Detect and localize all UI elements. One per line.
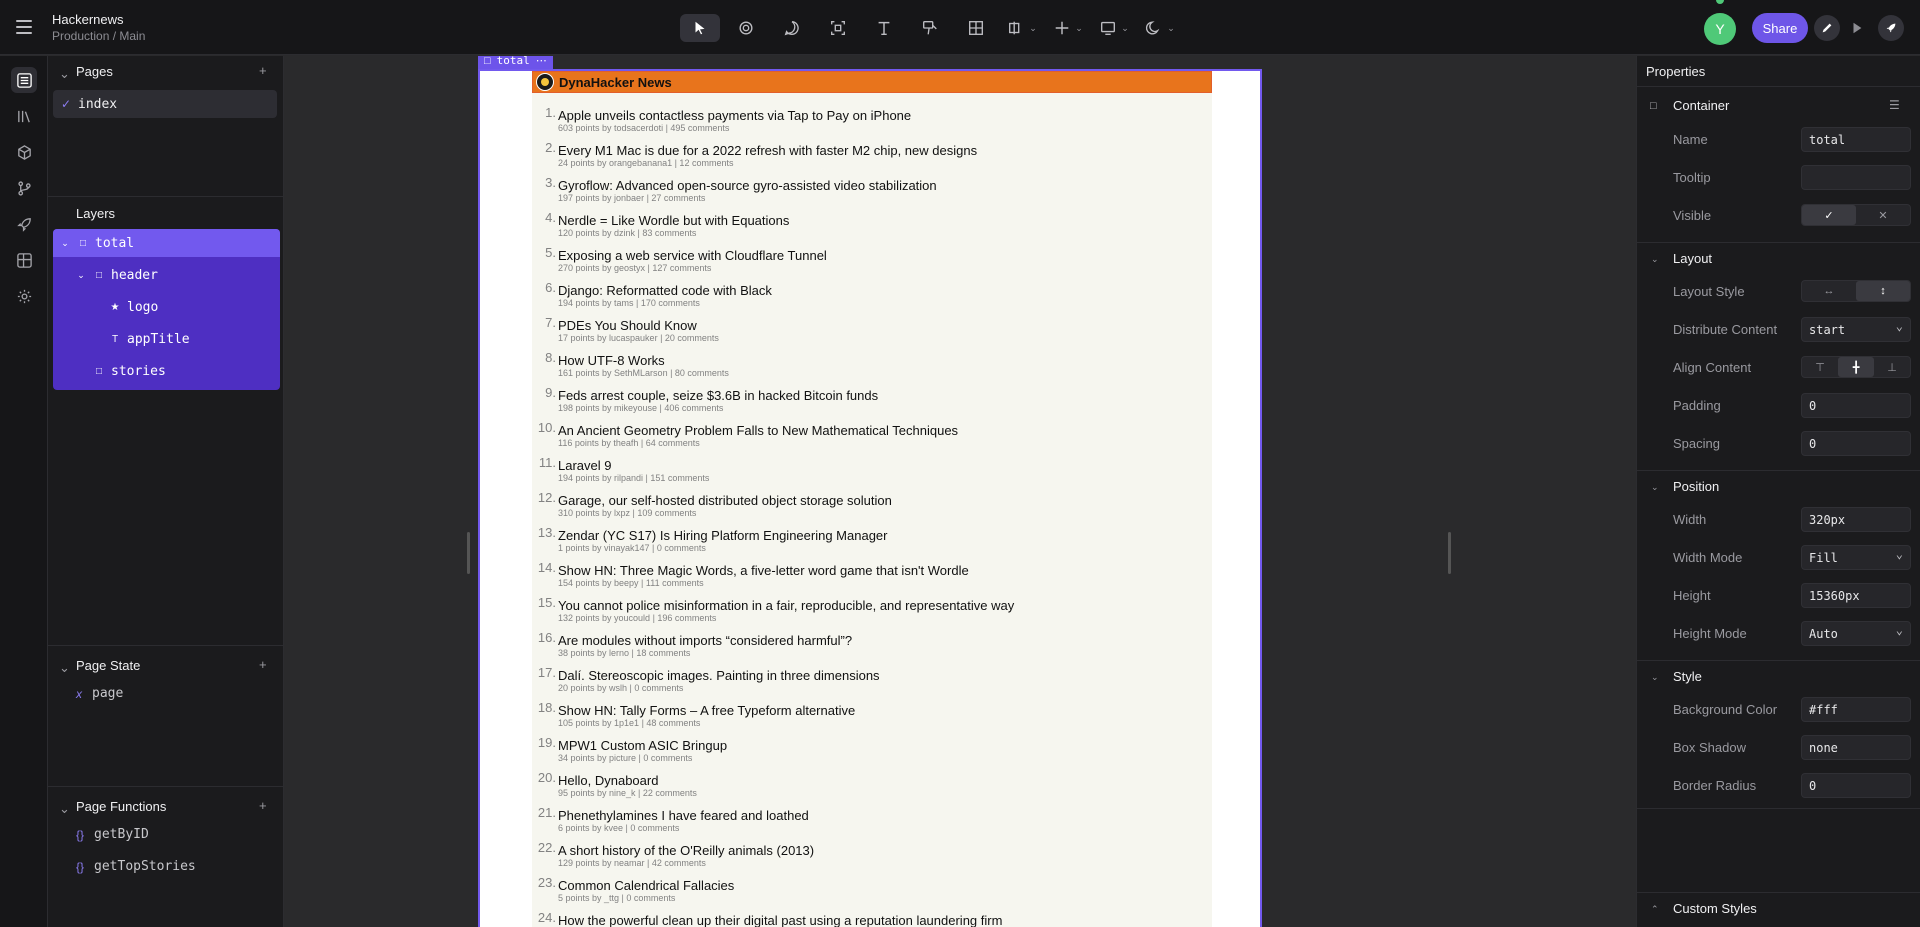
menu-icon[interactable]	[16, 20, 32, 34]
layout-section-title: Layout	[1673, 251, 1713, 266]
story-title[interactable]: Hello, Dynaboard	[558, 773, 659, 788]
name-label: Name	[1673, 132, 1708, 147]
story-meta: 129 points by neamar | 42 comments	[558, 858, 706, 868]
story-rank: 5.	[545, 245, 556, 260]
shape-icon[interactable]	[910, 14, 950, 42]
left-panel	[48, 56, 284, 927]
story-title[interactable]: Gyroflow: Advanced open-source gyro-assisted video stabilization	[558, 178, 937, 193]
play-icon[interactable]	[1844, 15, 1870, 41]
story-meta: 17 points by lucaspauker | 20 comments	[558, 333, 719, 343]
story-meta: 95 points by nine_k | 22 comments	[558, 788, 697, 798]
layer-item-header[interactable]	[53, 261, 280, 289]
story-row[interactable]	[532, 770, 1212, 805]
chevron-down-icon[interactable]: ⌄	[59, 66, 70, 81]
pointer-icon[interactable]	[680, 14, 720, 42]
align-top-icon[interactable]: ⊤	[1815, 361, 1825, 374]
story-title[interactable]: Zendar (YC S17) Is Hiring Platform Engineering Manager	[558, 528, 888, 543]
function-icon: {}	[76, 859, 85, 874]
properties-panel	[1636, 56, 1920, 927]
function-label: getTopStories	[94, 859, 196, 874]
bg-color-input[interactable]: #fff	[1801, 697, 1911, 722]
presence-indicator	[1716, 0, 1724, 4]
app-title[interactable]: DynaHacker News	[559, 74, 672, 90]
frame-icon[interactable]	[818, 14, 858, 42]
story-meta: 5 points by _ttg | 0 comments	[558, 893, 676, 903]
chevron-down-icon[interactable]: ⌄	[1651, 254, 1659, 264]
hn-header[interactable]	[532, 71, 1212, 93]
add-icon[interactable]: ⌄	[1048, 14, 1088, 42]
chevron-down-icon[interactable]: ⌄	[77, 269, 85, 280]
story-row[interactable]	[532, 175, 1212, 210]
story-title[interactable]: How the powerful clean up their digital past using a reputation laundering firm	[558, 913, 1003, 927]
share-button[interactable]: Share	[1752, 13, 1808, 43]
spacing-input[interactable]: 0	[1801, 431, 1911, 456]
divider	[48, 196, 284, 197]
story-rank: 13.	[537, 525, 556, 540]
story-meta: 120 points by dzink | 83 comments	[558, 228, 697, 238]
text-icon[interactable]	[864, 14, 904, 42]
story-row[interactable]	[532, 140, 1212, 175]
visible-toggle[interactable]	[1801, 204, 1911, 226]
story-row[interactable]	[532, 455, 1212, 490]
vertical-arrows-icon[interactable]: ↕	[1856, 281, 1910, 301]
layout-style-label: Layout Style	[1673, 284, 1745, 299]
padding-input[interactable]: 0	[1801, 393, 1911, 418]
story-rank: 9.	[545, 385, 556, 400]
story-rank: 15.	[537, 595, 556, 610]
align-label: Align Content	[1673, 360, 1752, 375]
story-title[interactable]: An Ancient Geometry Problem Falls to New Mathematical Techniques	[558, 423, 959, 438]
state-item-page[interactable]	[76, 686, 123, 701]
frame-total[interactable]	[478, 69, 1262, 927]
story-title[interactable]: You cannot police misinformation in a fair, reproducible, and representative way	[558, 598, 1015, 613]
story-rank: 21.	[537, 805, 556, 820]
story-rank: 3.	[545, 175, 556, 190]
layer-label: stories	[111, 363, 166, 379]
container-icon: □	[79, 237, 87, 249]
story-title[interactable]: Garage, our self-hosted distributed object storage solution	[558, 493, 892, 508]
story-rank: 2.	[545, 140, 556, 155]
story-meta: 198 points by mikeyouse | 406 comments	[558, 403, 724, 413]
docs-icon[interactable]: ☰	[1889, 98, 1900, 112]
align-bottom-icon[interactable]: ⊥	[1887, 361, 1897, 374]
story-title[interactable]: Every M1 Mac is due for a 2022 refresh with faster M2 chip, new designs	[558, 143, 978, 158]
function-icon: {}	[76, 827, 85, 842]
divider	[1637, 242, 1920, 243]
story-row[interactable]	[532, 595, 1212, 630]
story-row[interactable]	[532, 805, 1212, 840]
horizontal-arrows-icon[interactable]: ↔	[1823, 285, 1835, 297]
story-row[interactable]	[532, 630, 1212, 665]
story-row[interactable]	[532, 105, 1212, 140]
close-icon[interactable]: ✕	[1878, 209, 1888, 222]
pages-section-title: Pages	[76, 64, 113, 79]
function-item-getbyid[interactable]	[76, 827, 149, 842]
story-row[interactable]	[532, 490, 1212, 525]
story-meta: 34 points by picture | 0 comments	[558, 753, 693, 763]
visible-label: Visible	[1673, 208, 1712, 223]
story-meta: 310 points by lxpz | 109 comments	[558, 508, 697, 518]
add-page-icon[interactable]: +	[259, 63, 267, 78]
width-input[interactable]: 320px	[1801, 507, 1911, 532]
icon-rail	[0, 56, 48, 927]
container-icon: □	[95, 365, 103, 377]
layer-item-total[interactable]	[53, 229, 280, 257]
story-rank: 4.	[545, 210, 556, 225]
more-icon[interactable]: ⋯	[535, 56, 547, 67]
story-title[interactable]: Phenethylamines I have feared and loathed	[558, 808, 809, 823]
text-icon: T	[111, 333, 119, 345]
story-meta: 270 points by geostyx | 127 comments	[558, 263, 712, 273]
story-title[interactable]: Apple unveils contactless payments via Tap to Pay on iPhone	[558, 108, 912, 123]
story-row[interactable]	[532, 420, 1212, 455]
story-rank: 23.	[537, 875, 556, 890]
story-title[interactable]: Common Calendrical Fallacies	[558, 878, 735, 893]
tooltip-label: Tooltip	[1673, 170, 1711, 185]
story-row[interactable]	[532, 210, 1212, 245]
story-title[interactable]: Laravel 9	[558, 458, 612, 473]
frame-tag-label: total	[496, 56, 530, 67]
layers-section-title: Layers	[76, 206, 116, 221]
check-icon[interactable]: ✓	[1802, 205, 1856, 225]
edit-icon[interactable]	[1814, 15, 1840, 41]
story-meta: 1 points by vinayak147 | 0 comments	[558, 543, 706, 553]
story-row[interactable]	[532, 350, 1212, 385]
avatar[interactable]: Y	[1704, 13, 1736, 45]
border-radius-label: Border Radius	[1673, 778, 1757, 793]
height-label: Height	[1673, 588, 1711, 603]
variable-icon: x	[76, 686, 82, 701]
device-icon[interactable]: ⌄	[1094, 14, 1134, 42]
story-row[interactable]	[532, 315, 1212, 350]
chevron-down-icon[interactable]: ⌄	[1651, 482, 1659, 492]
name-input[interactable]: total	[1801, 127, 1911, 152]
story-rank: 12.	[537, 490, 556, 505]
function-item-gettopstories[interactable]	[76, 859, 196, 874]
container-icon: □	[1650, 100, 1657, 112]
layer-item-logo[interactable]	[53, 293, 280, 321]
custom-styles-title: Custom Styles	[1673, 901, 1757, 916]
story-meta: 116 points by theafh | 64 comments	[558, 438, 700, 448]
story-row[interactable]	[532, 735, 1212, 770]
divider	[1637, 86, 1920, 87]
bg-color-label: Background Color	[1673, 702, 1778, 717]
width-mode-label: Width Mode	[1673, 550, 1743, 565]
library-icon[interactable]	[11, 103, 37, 129]
git-branch-icon[interactable]	[11, 175, 37, 201]
story-row[interactable]	[532, 560, 1212, 595]
distribute-label: Distribute Content	[1673, 322, 1778, 337]
frame-tag[interactable]	[478, 56, 553, 69]
distribute-select[interactable]: start ⌄	[1801, 317, 1911, 342]
resize-handle-left[interactable]	[467, 532, 470, 574]
resize-handle-right[interactable]	[1448, 532, 1451, 574]
table-icon[interactable]	[956, 14, 996, 42]
tooltip-input[interactable]	[1801, 165, 1911, 190]
spacing-label: Spacing	[1673, 436, 1720, 451]
story-row[interactable]	[532, 910, 1212, 927]
app-path[interactable]: Production / Main	[52, 29, 146, 43]
story-meta: 132 points by youcould | 196 comments	[558, 613, 717, 623]
star-icon: ★	[110, 301, 120, 313]
story-meta: 6 points by kvee | 0 comments	[558, 823, 680, 833]
story-meta: 194 points by rilpandi | 151 comments	[558, 473, 710, 483]
layer-label: appTitle	[127, 331, 190, 347]
story-rank: 10.	[537, 420, 556, 435]
story-rank: 24.	[537, 910, 556, 925]
story-title[interactable]: Show HN: Three Magic Words, a five-letter word game that isn't Wordle	[558, 563, 969, 578]
page-functions-section-title: Page Functions	[76, 799, 167, 814]
component-type: Container	[1673, 98, 1730, 113]
story-rank: 16.	[537, 630, 556, 645]
position-section-title: Position	[1673, 479, 1720, 494]
story-row[interactable]	[532, 700, 1212, 735]
divider	[1637, 808, 1920, 809]
story-meta: 105 points by 1p1e1 | 48 comments	[558, 718, 701, 728]
story-rank: 6.	[545, 280, 556, 295]
height-mode-label: Height Mode	[1673, 626, 1747, 641]
story-rank: 1.	[545, 105, 556, 120]
box-shadow-input[interactable]: none	[1801, 735, 1911, 760]
logo[interactable]	[536, 73, 554, 91]
design-canvas[interactable]	[285, 56, 1635, 927]
width-mode-select[interactable]: Fill ⌄	[1801, 545, 1911, 570]
story-meta: 161 points by SethMLarson | 80 comments	[558, 368, 729, 378]
chevron-down-icon[interactable]: ⌄	[59, 660, 70, 675]
app-name: Hackernews	[52, 12, 124, 27]
comment-icon[interactable]	[772, 14, 812, 42]
align-center-icon[interactable]: ╋	[1838, 357, 1874, 377]
settings-gear-icon[interactable]	[11, 283, 37, 309]
story-title[interactable]: Exposing a web service with Cloudflare Tunnel	[558, 248, 827, 263]
align-toggle[interactable]	[1801, 356, 1911, 378]
rocket-icon[interactable]	[11, 211, 37, 237]
story-row[interactable]	[532, 245, 1212, 280]
story-title[interactable]: Are modules without imports “considered harmful”?	[558, 633, 853, 648]
style-section-title: Style	[1673, 669, 1702, 684]
container-icon: □	[95, 269, 103, 281]
deploy-rocket-icon[interactable]	[1878, 15, 1904, 41]
hn-app	[532, 71, 1212, 927]
story-title[interactable]: A short history of the O'Reilly animals (2013)	[558, 843, 815, 858]
story-rank: 17.	[537, 665, 556, 680]
theme-icon[interactable]: ⌄	[1140, 14, 1180, 42]
story-meta: 154 points by beepy | 111 comments	[558, 578, 704, 588]
story-row[interactable]	[532, 385, 1212, 420]
layer-item-stories[interactable]	[53, 357, 280, 385]
story-row[interactable]	[532, 280, 1212, 315]
story-row[interactable]	[532, 840, 1212, 875]
page-item-index[interactable]	[53, 90, 277, 118]
layout-style-toggle[interactable]	[1801, 280, 1911, 302]
check-icon: ✓	[61, 97, 72, 111]
chevron-down-icon[interactable]: ⌄	[1651, 672, 1659, 682]
height-input[interactable]: 15360px	[1801, 583, 1911, 608]
pages-layers-icon[interactable]	[11, 67, 37, 93]
chevron-up-icon[interactable]: ⌃	[1651, 904, 1659, 914]
chevron-down-icon[interactable]: ⌄	[59, 801, 70, 816]
width-label: Width	[1673, 512, 1707, 527]
story-meta: 197 points by jonbaer | 27 comments	[558, 193, 706, 203]
height-mode-select[interactable]: Auto ⌄	[1801, 621, 1911, 646]
layer-label: total	[95, 235, 135, 251]
page-state-section-title: Page State	[76, 658, 141, 673]
story-rank: 19.	[537, 735, 556, 750]
layer-item-apptitle[interactable]	[53, 325, 280, 353]
story-title[interactable]: PDEs You Should Know	[558, 318, 697, 333]
component-icon[interactable]	[726, 14, 766, 42]
divider	[48, 645, 284, 646]
layers-tree	[53, 229, 280, 390]
layer-label: header	[111, 267, 158, 283]
border-radius-input[interactable]: 0	[1801, 773, 1911, 798]
story-row[interactable]	[532, 665, 1212, 700]
story-title[interactable]: Show HN: Tally Forms – A free Typeform alternative	[558, 703, 856, 718]
story-title[interactable]: MPW1 Custom ASIC Bringup	[558, 738, 728, 753]
state-label: page	[92, 686, 124, 701]
story-rank: 22.	[537, 840, 556, 855]
resources-icon[interactable]	[11, 247, 37, 273]
story-rank: 18.	[537, 700, 556, 715]
editor-toolbar	[680, 14, 1180, 42]
divider	[1637, 660, 1920, 661]
padding-label: Padding	[1673, 398, 1721, 413]
components-cube-icon[interactable]	[11, 139, 37, 165]
story-meta: 38 points by lerno | 18 comments	[558, 648, 691, 658]
story-row[interactable]	[532, 525, 1212, 560]
story-rank: 14.	[537, 560, 556, 575]
function-label: getByID	[94, 827, 149, 842]
story-row[interactable]	[532, 875, 1212, 910]
story-meta: 20 points by wslh | 0 comments	[558, 683, 684, 693]
story-meta: 603 points by todsacerdoti | 495 comments	[558, 123, 730, 133]
story-rank: 8.	[545, 350, 556, 365]
add-function-icon[interactable]: +	[259, 798, 267, 813]
add-state-icon[interactable]: +	[259, 657, 267, 672]
story-meta: 194 points by tams | 170 comments	[558, 298, 700, 308]
divider	[48, 786, 284, 787]
story-rank: 11.	[538, 455, 556, 470]
story-rank: 7.	[545, 315, 556, 330]
divider	[1637, 892, 1920, 893]
page-label: index	[78, 97, 118, 112]
chevron-down-icon[interactable]: ⌄	[61, 237, 69, 248]
box-shadow-label: Box Shadow	[1673, 740, 1746, 755]
story-title[interactable]: Django: Reformatted code with Black	[558, 283, 772, 298]
story-title[interactable]: How UTF-8 Works	[558, 353, 665, 368]
story-title[interactable]: Dalí. Stereoscopic images. Painting in three dimensions	[558, 668, 880, 683]
story-title[interactable]: Feds arrest couple, seize $3.6B in hacked Bitcoin funds	[558, 388, 879, 403]
story-rank: 20.	[537, 770, 556, 785]
container-icon: □	[484, 56, 491, 67]
story-title[interactable]: Nerdle = Like Wordle but with Equations	[558, 213, 790, 228]
layer-label: logo	[127, 299, 159, 315]
align-icon[interactable]: ⌄	[1002, 14, 1042, 42]
top-bar	[0, 0, 1920, 55]
story-meta: 24 points by orangebanana1 | 12 comments	[558, 158, 734, 168]
divider	[1637, 470, 1920, 471]
properties-title: Properties	[1646, 64, 1706, 79]
